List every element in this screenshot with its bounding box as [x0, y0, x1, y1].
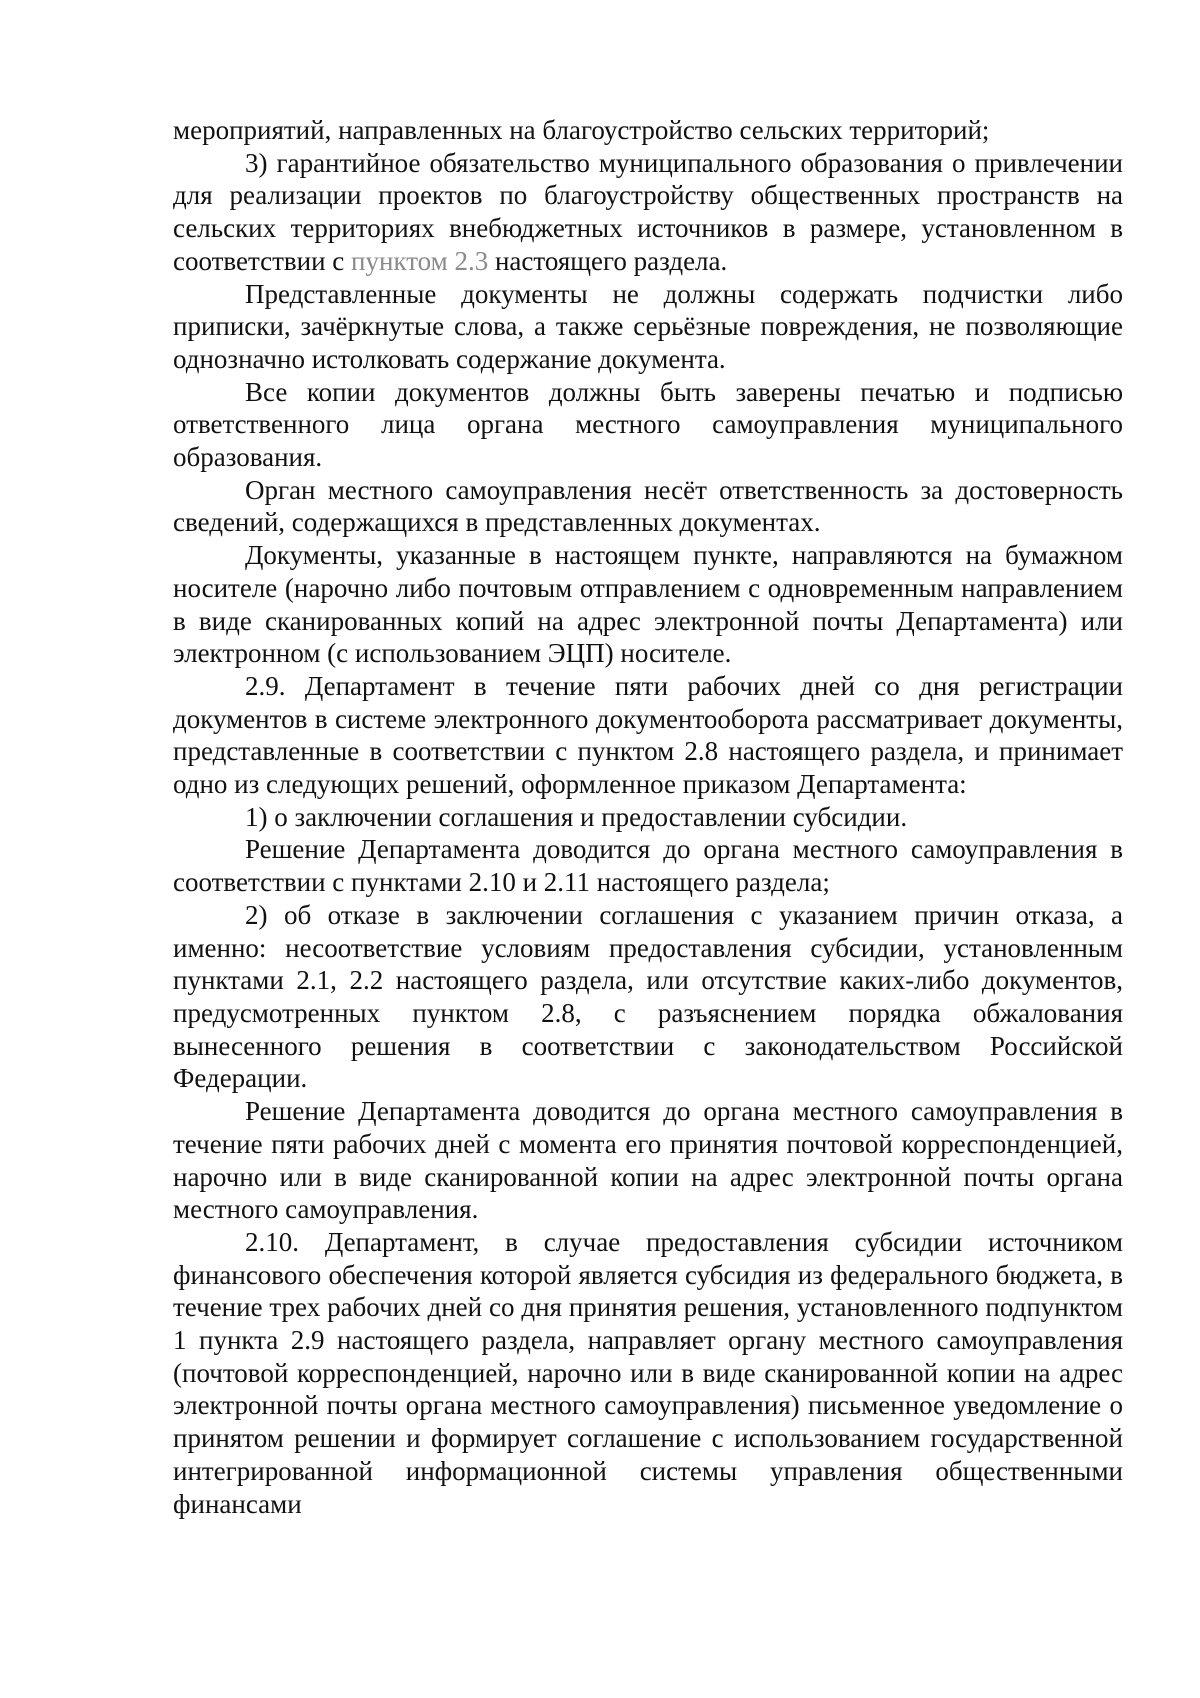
paragraph-submission-method: Документы, указанные в настоящем пункте, направляются на бумажном носителе (нарочно либо почтовым отправлением с одновременным направлением в виде сканированных копий на адрес электронной почты Департамента) или электронном (с использованием ЭЦП) носителе. — [173, 540, 1123, 669]
paragraph-text: 3) гарантийное обязательство муниципального образования о привлечении для реализации проектов по благоустройству общественных пространств на сельских территориях внебюджетных источников в размере, установленном в соответствии с — [173, 147, 1123, 276]
paragraph-2-9: 2.9. Департамент в течение пяти рабочих дней со дня регистрации документов в системе электронного документооборота рассматривает документы, представленные в соответствии с пунктом 2.8 настоящего раздела, и принимает одно из следующих решений, оформленное приказом Департамента: — [173, 670, 1123, 800]
paragraph-document-requirements: Представленные документы не должны содержать подчистки либо приписки, зачёркнутые слова, а также серьёзные повреждения, не позволяющие однозначно истолковать содержание документа. — [173, 278, 1123, 374]
paragraph-responsibility: Орган местного самоуправления несёт ответственность за достоверность сведений, содержащихся в представленных документах. — [173, 474, 1123, 538]
paragraph-continuation: мероприятий, направленных на благоустройство сельских территорий; — [173, 115, 990, 145]
reference-link-point-2-3[interactable]: пунктом 2.3 — [351, 245, 489, 276]
paragraph-text: настоящего раздела. — [488, 245, 728, 276]
paragraph-decision-1: 1) о заключении соглашения и предоставлении субсидии. — [245, 801, 908, 832]
document-body — [173, 114, 1123, 1520]
paragraph-decision-2: 2) об отказе в заключении соглашения с указанием причин отказа, а именно: несоответствие условиям предоставления субсидии, установленным пунктами 2.1, 2.2 настоящего раздела, или отсутствие каких-либо документов, предусмотренных пунктом 2.8, с разъяснением порядка обжалования вынесенного решения в соответствии с законодательством Российской Федерации. — [173, 899, 1123, 1094]
paragraph-decision-1-notice: Решение Департамента доводится до органа местного самоуправления в соответствии с пунктами 2.10 и 2.11 настоящего раздела; — [173, 834, 1123, 898]
paragraph-decision-2-notice: Решение Департамента доводится до органа местного самоуправления в течение пяти рабочих дней с момента его принятия почтовой корреспонденцией, нарочно или в виде сканированной копии на адрес электронной почты органа местного самоуправления. — [173, 1096, 1123, 1225]
paragraph-copies-certification: Все копии документов должны быть заверены печатью и подписью ответственного лица органа местного самоуправления муниципального образования. — [173, 376, 1123, 473]
paragraph-2-10: 2.10. Департамент, в случае предоставления субсидии источником финансового обеспечения которой является субсидия из федерального бюджета, в течение трех рабочих дней со дня принятия решения, установленного подпунктом 1 пункта 2.9 настоящего раздела, направляет органу местного самоуправления (почтовой корреспонденцией, нарочно или в виде сканированной копии на адрес электронной почты органа местного самоуправления) письменное уведомление о принятом решении и формирует соглашение с использованием государственной интегрированной информационной системы управления общественными финансами — [173, 1226, 1123, 1519]
paragraph-item-3-guarantee — [173, 147, 1123, 278]
